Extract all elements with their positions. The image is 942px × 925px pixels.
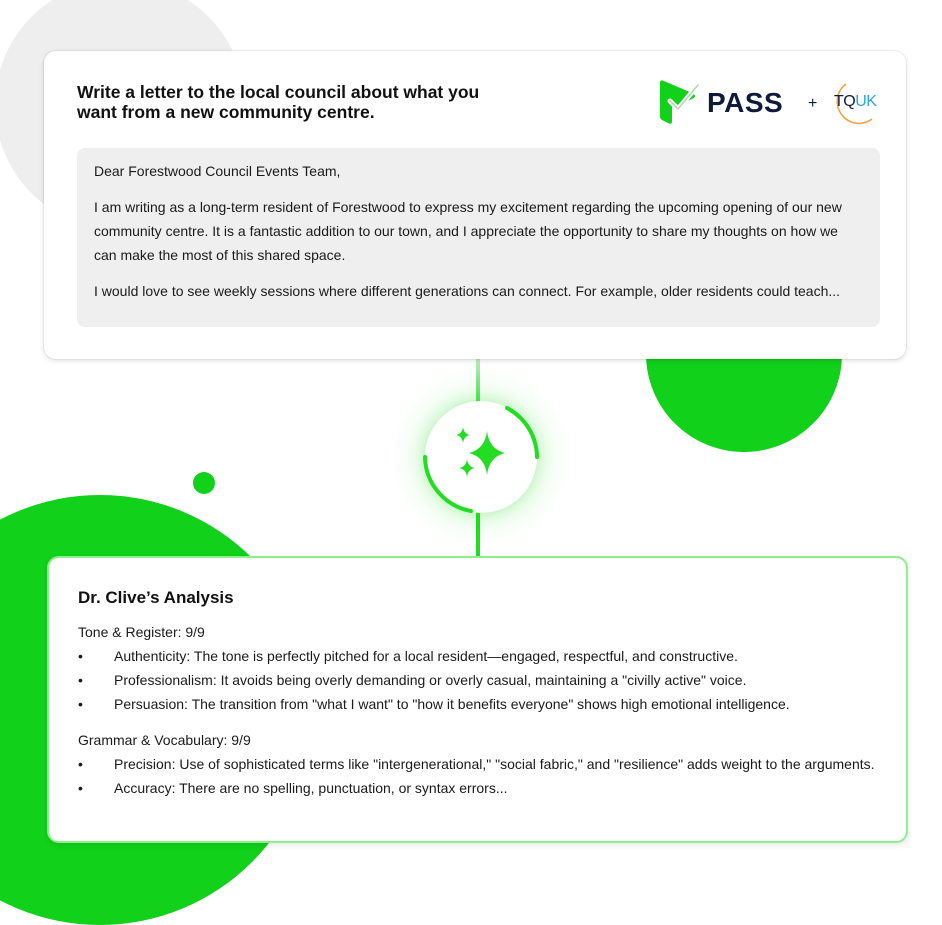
- sparkle-icon: [419, 395, 543, 519]
- bullet-dot: •: [78, 780, 83, 796]
- grammar-bullet-list: [78, 752, 878, 800]
- list-item-text: Precision: Use of sophisticated terms like "intergenerational," "social fabric," and "resilience" adds weight to the arguments.: [114, 756, 875, 772]
- list-item-text: Authenticity: The tone is perfectly pitched for a local resident—engaged, respectful, and constructive.: [114, 648, 738, 664]
- bullet-dot: •: [78, 672, 83, 688]
- pass-logo-icon: [658, 79, 704, 125]
- letter-paragraph-2: I would love to see weekly sessions where different generations can connect. For example, older residents could teach...: [94, 283, 841, 299]
- letter-salutation: Dear Forestwood Council Events Team,: [94, 163, 341, 179]
- list-item-text: Persuasion: The transition from "what I want" to "how it benefits everyone" shows high emotional intelligence.: [114, 696, 790, 712]
- list-item: [78, 668, 878, 692]
- prompt-title: Write a letter to the local council about what you want from a new community centre.: [77, 82, 480, 122]
- list-item-text: Accuracy: There are no spelling, punctuation, or syntax errors...: [114, 780, 508, 796]
- list-item: [78, 776, 878, 800]
- tquk-uk: UK: [855, 93, 877, 110]
- section-heading-grammar: Grammar & Vocabulary: 9/9: [78, 732, 251, 748]
- analysis-title: Dr. Clive’s Analysis: [78, 588, 234, 607]
- tone-bullet-list: [78, 644, 878, 716]
- prompt-card: [44, 51, 906, 359]
- background-dot: [193, 472, 215, 494]
- list-item: [78, 644, 878, 668]
- list-item: [78, 692, 878, 716]
- pass-logo-text: PASS: [707, 87, 784, 118]
- bullet-dot: •: [78, 648, 83, 664]
- letter-text-box: [77, 148, 880, 327]
- letter-paragraph-1: I am writing as a long-term resident of Forestwood to express my excitement regarding the upcoming opening of our new community centre. It is a fantastic addition to our town, and I appreciate the opportunity to share my thoughts on how we can make the most of this shared space.: [94, 199, 842, 263]
- list-item-text: Professionalism: It avoids being overly demanding or overly casual, maintaining a "civilly active" voice.: [114, 672, 747, 688]
- analysis-body: [78, 620, 878, 812]
- bullet-dot: •: [78, 696, 83, 712]
- tquk-logo-text: [834, 93, 876, 111]
- bullet-dot: •: [78, 756, 83, 772]
- partner-logos: [658, 79, 888, 127]
- tquk-tq: TQ: [834, 93, 856, 110]
- ai-sparkle-node: [419, 395, 543, 519]
- analysis-card: [47, 556, 908, 843]
- list-item: [78, 752, 878, 776]
- plus-sign: +: [808, 95, 818, 112]
- section-heading-tone: Tone & Register: 9/9: [78, 624, 205, 640]
